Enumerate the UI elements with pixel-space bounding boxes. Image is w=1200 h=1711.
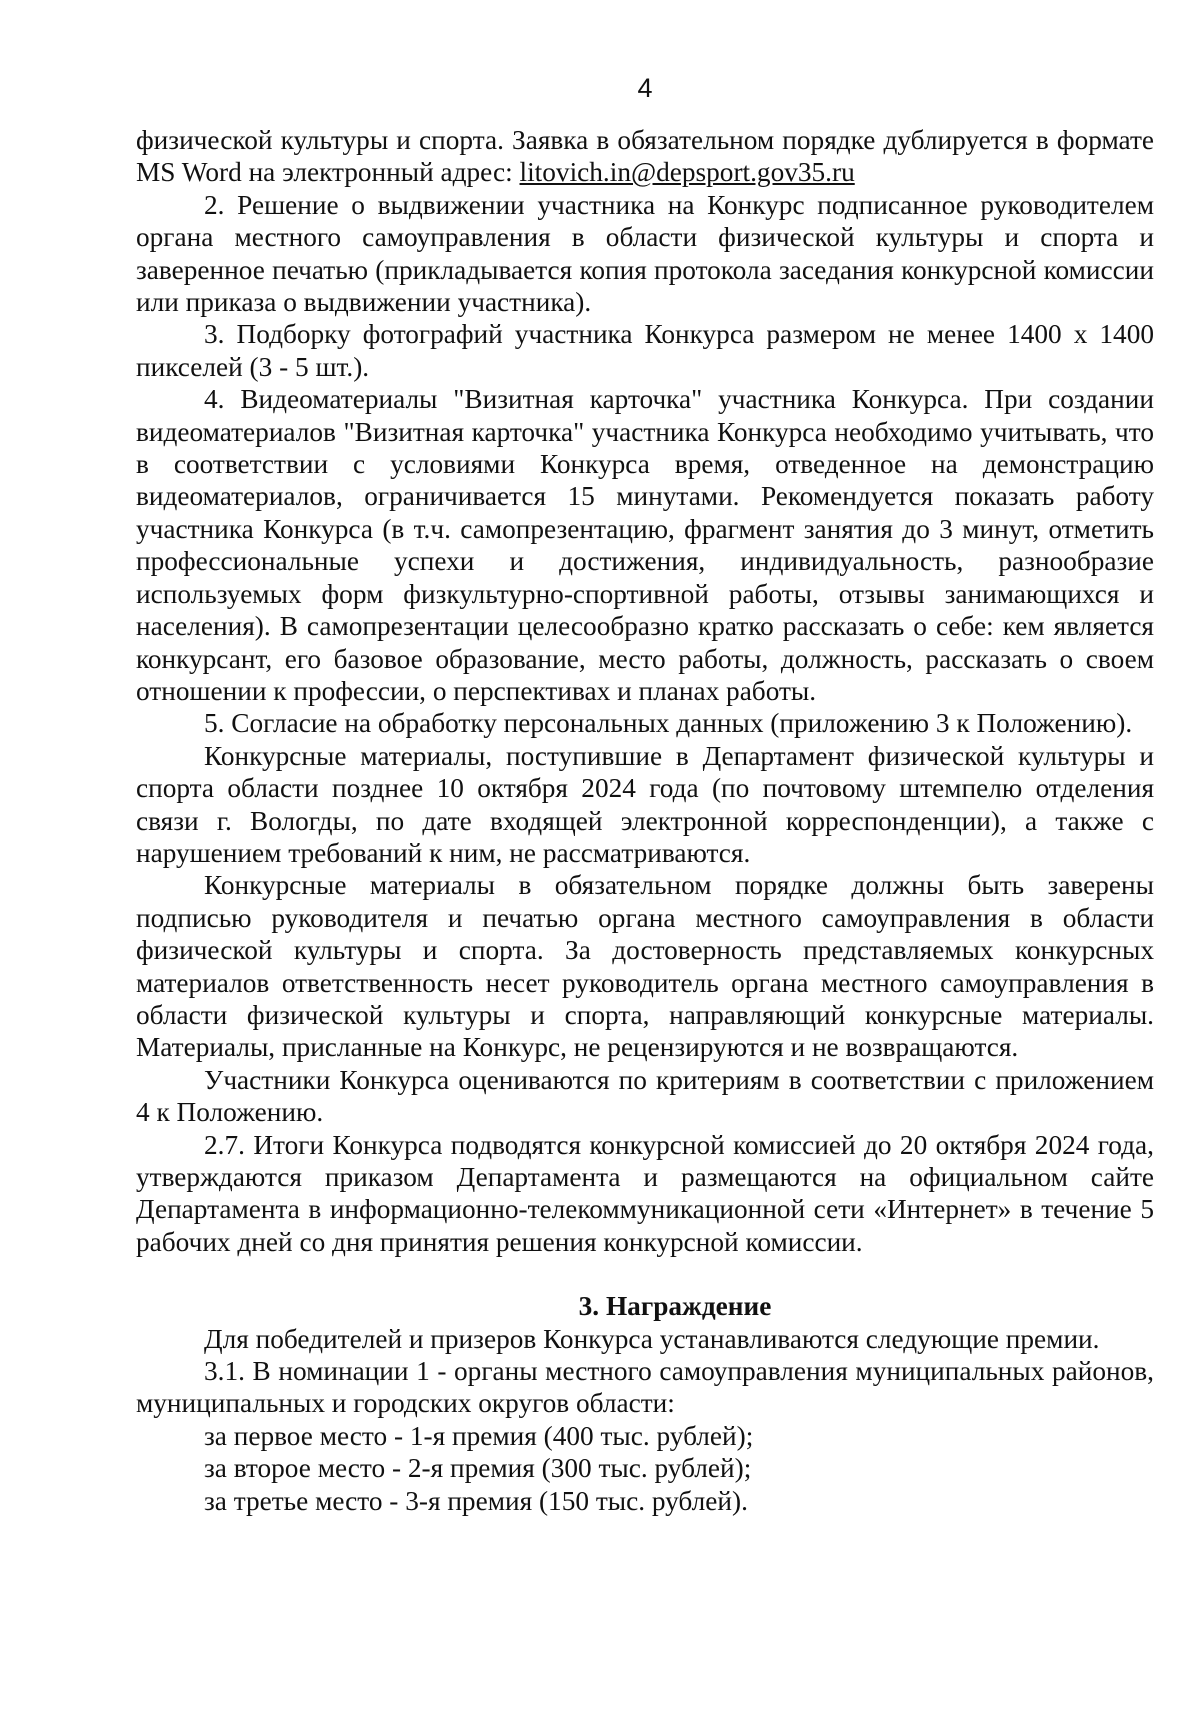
paragraph-item-3: 3. Подборку фотографий участника Конкурса размером не менее 1400 х 1400 пикселей (3 - 5 шт.).: [136, 319, 1154, 382]
section-heading-awards: 3. Награждение: [578, 1291, 772, 1322]
prize-first-place: за первое место - 1-я премия (400 тыс. рублей);: [204, 1420, 754, 1451]
document-body: [136, 124, 1154, 1517]
document-page: [136, 68, 1154, 1517]
paragraph-awards-intro: Для победителей и призеров Конкурса устанавливаются следующие премии.: [204, 1323, 1100, 1354]
paragraph-item-2: 2. Решение о выдвижении участника на Конкурс подписанное руководителем органа местного самоуправления в области физической культуры и спорта и заверенное печатью (прикладывается копия протокола заседания конкурсной комиссии или приказа о выдвижении участника).: [136, 189, 1154, 318]
paragraph-evaluation: Участники Конкурса оцениваются по критериям в соответствии с приложением 4 к Положению.: [136, 1064, 1154, 1128]
prize-second-place: за второе место - 2-я премия (300 тыс. рублей);: [204, 1453, 752, 1484]
paragraph-deadline: Конкурсные материалы, поступившие в Департамент физической культуры и спорта области позднее 10 октября 2024 года (по почтовому штемпелю отделения связи г. Вологды, по дате входящей электронной корреспонденции), а также с нарушением требований к ним, не рассматриваются.: [136, 740, 1154, 868]
prize-third-place: за третье место - 3-я премия (150 тыс. рублей).: [204, 1485, 748, 1516]
email-address: litovich.in@depsport.gov35.ru: [519, 157, 855, 188]
paragraph-2-7-results: 2.7. Итоги Конкурса подводятся конкурсной комиссией до 20 октября 2024 года, утверждаются приказом Департамента и размещаются на официальном сайте Департамента в информационно-телекоммуникационной сети «Интернет» в течение 5 рабочих дней со дня принятия решения конкурсной комиссии.: [136, 1129, 1154, 1257]
paragraph-text: физической культуры и спорта. Заявка в обязательном порядке дублируется в формате MS Word на электронный адрес:: [136, 125, 1154, 188]
paragraph-item-4: 4. Видеоматериалы "Визитная карточка" участника Конкурса. При создании видеоматериалов "Визитная карточка" участника Конкурса необходимо учитывать, что в соответствии с условиями Конкурса время, отведенное на демонстрацию видеоматериалов, ограничивается 15 минутами. Рекомендуется показать работу участника Конкурса (в т.ч. самопрезентацию, фрагмент занятия до 3 минут, отметить профессиональные успехи и достижения, индивидуальность, разнообразие используемых форм физкультурно-спортивной работы, отзывы занимающихся и населения). В самопрезентации целесообразно кратко рассказать о себе: кем является конкурсант, его базовое образование, место работы, должность, рассказать о своем отношении к профессии, о перспективах и планах работы.: [136, 384, 1154, 706]
paragraph-application-duplicate: [136, 124, 1154, 189]
page-number: 4: [637, 73, 653, 103]
paragraph-item-5: 5. Согласие на обработку персональных данных (приложению 3 к Положению).: [204, 708, 1133, 739]
paragraph-3-1: 3.1. В номинации 1 - органы местного самоуправления муниципальных районов, муниципальных и городских округов области:: [136, 1356, 1154, 1419]
paragraph-certification: Конкурсные материалы в обязательном порядке должны быть заверены подписью руководителя и печатью органа местного самоуправления в области физической культуры и спорта. За достоверность представляемых конкурсных материалов ответственность несет руководитель органа местного самоуправления в области физической культуры и спорта, направляющий конкурсные материалы. Материалы, присланные на Конкурс, не рецензируются и не возвращаются.: [136, 870, 1154, 1063]
